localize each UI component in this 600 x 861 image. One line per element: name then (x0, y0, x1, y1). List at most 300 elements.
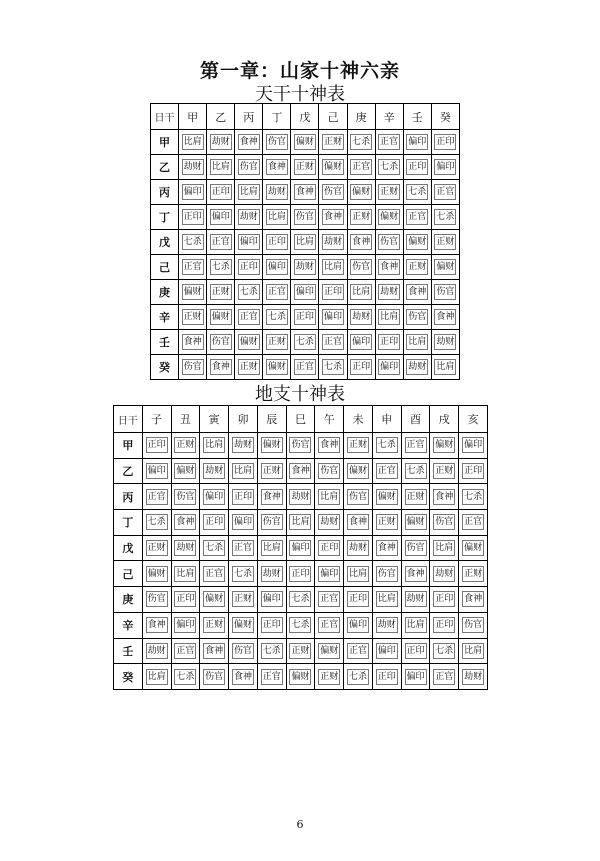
table-row (151, 155, 460, 180)
table-cell (459, 638, 488, 664)
table-row (151, 280, 460, 305)
cell-value: 伤官 (203, 669, 225, 685)
cell-value: 比肩 (238, 184, 260, 200)
table-row (151, 205, 460, 230)
cell-value: 偏印 (266, 259, 288, 275)
cell-value: 偏财 (378, 209, 400, 225)
cell-value: 偏财 (405, 514, 427, 530)
table-cell (315, 638, 344, 664)
cell-value: 正印 (174, 591, 196, 607)
table-cell (257, 510, 286, 536)
cell-value: 偏财 (174, 463, 196, 479)
table-cell (459, 561, 488, 587)
table-cell (375, 280, 403, 305)
table-cell (347, 130, 375, 155)
table-cell (401, 510, 430, 536)
table-cell (372, 433, 401, 459)
table-cell (347, 230, 375, 255)
cell-value: 七杀 (289, 617, 311, 633)
row-header: 丁 (114, 510, 143, 536)
column-header: 巳 (286, 406, 315, 433)
table-cell (263, 155, 291, 180)
cell-value: 正印 (433, 591, 455, 607)
table-cell (401, 561, 430, 587)
cell-value: 劫财 (182, 159, 204, 175)
cell-value: 劫财 (406, 359, 428, 375)
table-cell (291, 180, 319, 205)
table-cell (291, 155, 319, 180)
cell-value: 偏印 (378, 359, 400, 375)
table-cell (200, 638, 229, 664)
cell-value: 偏财 (232, 617, 254, 633)
cell-value: 伤官 (347, 489, 369, 505)
table-cell (375, 255, 403, 280)
heavenly-stems-ten-gods-table (150, 103, 460, 380)
row-header: 壬 (114, 638, 143, 664)
cell-value: 偏财 (289, 669, 311, 685)
column-header: 戊 (291, 104, 319, 130)
cell-value: 食神 (406, 284, 428, 300)
table-cell (430, 484, 459, 510)
cell-value: 正印 (210, 184, 232, 200)
cell-value: 偏印 (406, 134, 428, 150)
table-row (114, 664, 488, 690)
cell-value: 七杀 (146, 514, 168, 530)
cell-value: 比肩 (406, 334, 428, 350)
cell-value: 正官 (318, 591, 340, 607)
table-cell (142, 484, 171, 510)
table-cell (403, 180, 431, 205)
cell-value: 正官 (347, 643, 369, 659)
table-cell (207, 230, 235, 255)
table-cell (403, 205, 431, 230)
cell-value: 比肩 (182, 134, 204, 150)
table-cell (235, 155, 263, 180)
cell-value: 偏财 (462, 540, 484, 556)
cell-value: 正印 (146, 437, 168, 453)
heavenly-stems-table-title: 天干十神表 (255, 84, 345, 105)
cell-value: 正财 (294, 159, 316, 175)
cell-value: 正财 (350, 209, 372, 225)
table-cell (401, 458, 430, 484)
cell-value: 食神 (238, 134, 260, 150)
cell-value: 正官 (182, 259, 204, 275)
table-cell (200, 535, 229, 561)
cell-value: 正官 (318, 617, 340, 633)
row-header: 戊 (114, 535, 143, 561)
cell-value: 劫财 (210, 134, 232, 150)
cell-value: 伤官 (406, 309, 428, 325)
table-cell (430, 561, 459, 587)
table-cell (263, 130, 291, 155)
column-header: 戌 (430, 406, 459, 433)
table-cell (229, 664, 258, 690)
table-cell (291, 230, 319, 255)
cell-value: 正官 (203, 566, 225, 582)
column-header: 寅 (200, 406, 229, 433)
cell-value: 偏印 (405, 669, 427, 685)
row-header: 辛 (114, 612, 143, 638)
row-header: 癸 (114, 664, 143, 690)
table-cell (286, 535, 315, 561)
table-cell (344, 458, 373, 484)
column-header: 未 (344, 406, 373, 433)
cell-value: 偏印 (146, 463, 168, 479)
column-header: 壬 (403, 104, 431, 130)
table-row (151, 230, 460, 255)
cell-value: 七杀 (350, 134, 372, 150)
column-header: 午 (315, 406, 344, 433)
table-cell (179, 330, 207, 355)
cell-value: 正官 (261, 669, 283, 685)
table-cell (286, 664, 315, 690)
table-cell (315, 510, 344, 536)
cell-value: 偏财 (433, 437, 455, 453)
table-cell (171, 664, 200, 690)
table-cell (207, 330, 235, 355)
column-header: 己 (319, 104, 347, 130)
column-header: 丙 (235, 104, 263, 130)
table-row (114, 510, 488, 536)
table-cell (263, 205, 291, 230)
table-cell (459, 587, 488, 613)
cell-value: 偏财 (434, 259, 456, 275)
table-cell (347, 155, 375, 180)
table-cell (142, 612, 171, 638)
cell-value: 伤官 (405, 540, 427, 556)
table-cell (171, 561, 200, 587)
cell-value: 食神 (289, 463, 311, 479)
table-cell (257, 561, 286, 587)
cell-value: 正财 (318, 669, 340, 685)
cell-value: 劫财 (318, 514, 340, 530)
table-cell (430, 664, 459, 690)
table-cell (179, 280, 207, 305)
cell-value: 正官 (462, 514, 484, 530)
table-cell (171, 612, 200, 638)
table-cell (200, 433, 229, 459)
row-header: 丙 (151, 180, 179, 205)
cell-value: 伤官 (146, 591, 168, 607)
table-cell (286, 561, 315, 587)
cell-value: 比肩 (146, 669, 168, 685)
cell-value: 正官 (146, 489, 168, 505)
cell-value: 劫财 (378, 284, 400, 300)
table-cell (375, 230, 403, 255)
table-cell (403, 305, 431, 330)
cell-value: 正官 (232, 540, 254, 556)
table-cell (171, 587, 200, 613)
cell-value: 劫财 (294, 259, 316, 275)
cell-value: 正财 (261, 463, 283, 479)
table-cell (344, 535, 373, 561)
cell-value: 七杀 (182, 234, 204, 250)
row-header: 戊 (151, 230, 179, 255)
cell-value: 劫财 (203, 463, 225, 479)
cell-value: 正官 (266, 284, 288, 300)
table-cell (372, 587, 401, 613)
cell-value: 正印 (434, 134, 456, 150)
cell-value: 劫财 (238, 209, 260, 225)
cell-value: 劫财 (146, 643, 168, 659)
table-cell (315, 433, 344, 459)
column-header: 丁 (263, 104, 291, 130)
cell-value: 偏财 (318, 643, 340, 659)
cell-value: 比肩 (266, 209, 288, 225)
table-cell (286, 484, 315, 510)
table-cell (263, 355, 291, 380)
cell-value: 正财 (266, 334, 288, 350)
table-cell (235, 205, 263, 230)
cell-value: 食神 (405, 566, 427, 582)
cell-value: 七杀 (174, 669, 196, 685)
cell-value: 偏印 (350, 334, 372, 350)
table-cell (347, 280, 375, 305)
table-cell (235, 280, 263, 305)
cell-value: 正官 (174, 643, 196, 659)
table-cell (229, 535, 258, 561)
table-cell (235, 255, 263, 280)
table-cell (401, 638, 430, 664)
table-cell (179, 305, 207, 330)
table-cell (263, 230, 291, 255)
table-cell (200, 587, 229, 613)
table-cell (257, 587, 286, 613)
table-cell (431, 205, 459, 230)
table-cell (257, 535, 286, 561)
table-cell (142, 510, 171, 536)
table-row (114, 433, 488, 459)
table-cell (372, 458, 401, 484)
table-cell (291, 280, 319, 305)
column-header: 辰 (257, 406, 286, 433)
cell-value: 伤官 (376, 566, 398, 582)
table-cell (375, 330, 403, 355)
table-row (114, 535, 488, 561)
table-cell (431, 305, 459, 330)
table-cell (319, 230, 347, 255)
cell-value: 七杀 (434, 209, 456, 225)
cell-value: 七杀 (462, 489, 484, 505)
row-header: 己 (151, 255, 179, 280)
table-cell (286, 638, 315, 664)
cell-value: 劫财 (433, 566, 455, 582)
row-header: 己 (114, 561, 143, 587)
table-cell (315, 561, 344, 587)
table-cell (142, 587, 171, 613)
cell-value: 正印 (350, 359, 372, 375)
chapter-title: 第一章：山家十神六亲 (199, 60, 400, 82)
table-cell (459, 535, 488, 561)
cell-value: 正印 (378, 334, 400, 350)
cell-value: 七杀 (238, 284, 260, 300)
cell-value: 偏财 (406, 234, 428, 250)
cell-value: 劫财 (261, 566, 283, 582)
cell-value: 正财 (462, 566, 484, 582)
cell-value: 伤官 (378, 234, 400, 250)
column-header: 丑 (171, 406, 200, 433)
table-cell (315, 664, 344, 690)
cell-value: 偏财 (266, 359, 288, 375)
cell-value: 比肩 (322, 259, 344, 275)
column-header: 酉 (401, 406, 430, 433)
cell-value: 偏印 (203, 489, 225, 505)
table-cell (344, 612, 373, 638)
cell-value: 食神 (322, 209, 344, 225)
table-row (151, 130, 460, 155)
row-header: 辛 (151, 305, 179, 330)
table-cell (431, 330, 459, 355)
cell-value: 正财 (232, 591, 254, 607)
cell-value: 劫财 (347, 540, 369, 556)
table-cell (229, 433, 258, 459)
cell-value: 伤官 (261, 514, 283, 530)
cell-value: 食神 (203, 643, 225, 659)
table-cell (235, 130, 263, 155)
cell-value: 比肩 (378, 309, 400, 325)
table-cell (344, 433, 373, 459)
cell-value: 正财 (146, 540, 168, 556)
cell-value: 劫财 (376, 617, 398, 633)
table-cell (459, 458, 488, 484)
cell-value: 正财 (376, 514, 398, 530)
cell-value: 七杀 (210, 259, 232, 275)
cell-value: 正印 (232, 489, 254, 505)
table-row (114, 458, 488, 484)
cell-value: 七杀 (433, 643, 455, 659)
cell-value: 劫财 (174, 540, 196, 556)
cell-value: 劫财 (289, 489, 311, 505)
table-cell (431, 255, 459, 280)
table-cell (459, 510, 488, 536)
table-cell (235, 355, 263, 380)
table-cell (344, 510, 373, 536)
table-cell (257, 458, 286, 484)
table-cell (403, 230, 431, 255)
table-cell (291, 130, 319, 155)
table-cell (142, 433, 171, 459)
table-cell (207, 155, 235, 180)
table-cell (179, 355, 207, 380)
cell-value: 食神 (182, 334, 204, 350)
table-cell (263, 180, 291, 205)
cell-value: 正官 (238, 309, 260, 325)
table-cell (431, 155, 459, 180)
row-header: 乙 (151, 155, 179, 180)
cell-value: 正财 (174, 437, 196, 453)
cell-value: 伤官 (238, 159, 260, 175)
cell-value: 七杀 (376, 437, 398, 453)
cell-value: 偏财 (376, 489, 398, 505)
cell-value: 食神 (318, 437, 340, 453)
cell-value: 比肩 (350, 284, 372, 300)
table-cell (430, 535, 459, 561)
cell-value: 正财 (405, 489, 427, 505)
table-cell (431, 355, 459, 380)
cell-value: 偏印 (174, 617, 196, 633)
table-cell (200, 561, 229, 587)
cell-value: 正财 (434, 234, 456, 250)
cell-value: 伤官 (350, 259, 372, 275)
cell-value: 食神 (146, 617, 168, 633)
cell-value: 伤官 (294, 209, 316, 225)
table-cell (319, 305, 347, 330)
table-cell (375, 305, 403, 330)
table-cell (430, 587, 459, 613)
table-cell (229, 612, 258, 638)
table-cell (403, 330, 431, 355)
cell-value: 伤官 (322, 184, 344, 200)
table-cell (347, 180, 375, 205)
column-header: 子 (142, 406, 171, 433)
table-cell (200, 510, 229, 536)
cell-value: 伤官 (232, 643, 254, 659)
table-cell (200, 484, 229, 510)
cell-value: 正官 (210, 234, 232, 250)
cell-value: 偏财 (238, 334, 260, 350)
cell-value: 正印 (347, 591, 369, 607)
cell-value: 正官 (350, 159, 372, 175)
column-header: 亥 (459, 406, 488, 433)
table-cell (315, 612, 344, 638)
cell-value: 正财 (347, 437, 369, 453)
cell-value: 偏财 (322, 159, 344, 175)
earthly-branches-table-title: 地支十神表 (255, 384, 345, 405)
table-cell (171, 535, 200, 561)
table-cell (315, 587, 344, 613)
table-cell (315, 535, 344, 561)
table-cell (344, 664, 373, 690)
cell-value: 偏印 (434, 159, 456, 175)
table-cell (344, 587, 373, 613)
cell-value: 正官 (406, 209, 428, 225)
cell-value: 七杀 (322, 359, 344, 375)
table-cell (403, 130, 431, 155)
column-header: 辛 (375, 104, 403, 130)
table-cell (403, 255, 431, 280)
cell-value: 比肩 (318, 489, 340, 505)
cell-value: 正印 (266, 234, 288, 250)
cell-value: 比肩 (294, 234, 316, 250)
cell-value: 比肩 (289, 514, 311, 530)
cell-value: 正官 (376, 463, 398, 479)
table-cell (401, 612, 430, 638)
cell-value: 伤官 (174, 489, 196, 505)
row-header: 乙 (114, 458, 143, 484)
row-header: 甲 (114, 433, 143, 459)
table-cell (315, 484, 344, 510)
cell-value: 食神 (376, 540, 398, 556)
table-cell (375, 355, 403, 380)
table-cell (401, 664, 430, 690)
table-cell (286, 612, 315, 638)
table-cell (179, 255, 207, 280)
row-header: 庚 (114, 587, 143, 613)
cell-value: 正印 (238, 259, 260, 275)
table-cell (171, 484, 200, 510)
row-header: 丁 (151, 205, 179, 230)
table-cell (291, 305, 319, 330)
earthly-branches-ten-gods-table (113, 405, 488, 690)
cell-value: 偏印 (232, 514, 254, 530)
cell-value: 七杀 (203, 540, 225, 556)
table-cell (372, 638, 401, 664)
table-cell (235, 230, 263, 255)
cell-value: 七杀 (406, 184, 428, 200)
table-cell (207, 130, 235, 155)
cell-value: 食神 (261, 489, 283, 505)
cell-value: 食神 (433, 489, 455, 505)
